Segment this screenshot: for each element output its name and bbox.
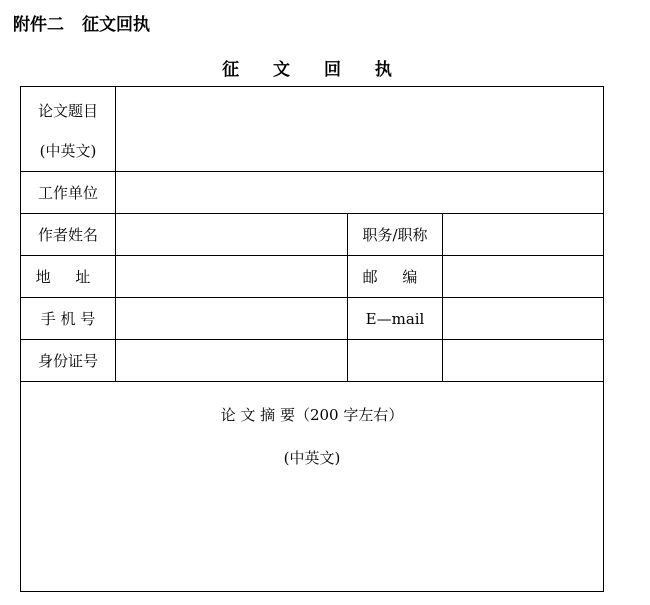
paper-title-sublabel: (中英文) [39, 142, 97, 160]
position-field[interactable] [443, 214, 604, 256]
id-number-label: 身份证号 [21, 340, 116, 382]
submission-form [20, 86, 604, 592]
row-phone [21, 298, 604, 340]
blank-cell-2[interactable] [443, 340, 604, 382]
blank-cell[interactable] [348, 340, 443, 382]
abstract-field[interactable] [21, 382, 604, 592]
document-heading [13, 10, 150, 35]
position-label: 职务/职称 [348, 214, 443, 256]
paper-title-field[interactable] [116, 87, 604, 172]
row-author [21, 214, 604, 256]
phone-field[interactable] [116, 298, 348, 340]
id-number-field[interactable] [116, 340, 348, 382]
address-field[interactable] [116, 256, 348, 298]
row-work-unit [21, 172, 604, 214]
row-paper-title [21, 87, 604, 172]
author-name-field[interactable] [116, 214, 348, 256]
paper-title-label: 论文题目 [37, 102, 98, 120]
phone-label: 手 机 号 [21, 298, 116, 340]
work-unit-field[interactable] [116, 172, 604, 214]
work-unit-label: 工作单位 [21, 172, 116, 214]
email-field[interactable] [443, 298, 604, 340]
row-address [21, 256, 604, 298]
postcode-label: 邮 编 [348, 256, 443, 298]
paper-title-label-cell [21, 87, 116, 172]
heading-text: 征文回执 [82, 15, 150, 35]
postcode-field[interactable] [443, 256, 604, 298]
author-name-label: 作者姓名 [21, 214, 116, 256]
email-label: E—mail [348, 298, 443, 340]
address-label: 地 址 [21, 256, 116, 298]
attachment-label: 附件二 [13, 15, 64, 35]
abstract-label: 论 文 摘 要（200 字左右） [220, 406, 404, 424]
row-abstract [21, 382, 604, 592]
abstract-sublabel: (中英文) [283, 449, 341, 467]
form-title: 征 文 回 执 [222, 60, 406, 80]
row-id-number [21, 340, 604, 382]
